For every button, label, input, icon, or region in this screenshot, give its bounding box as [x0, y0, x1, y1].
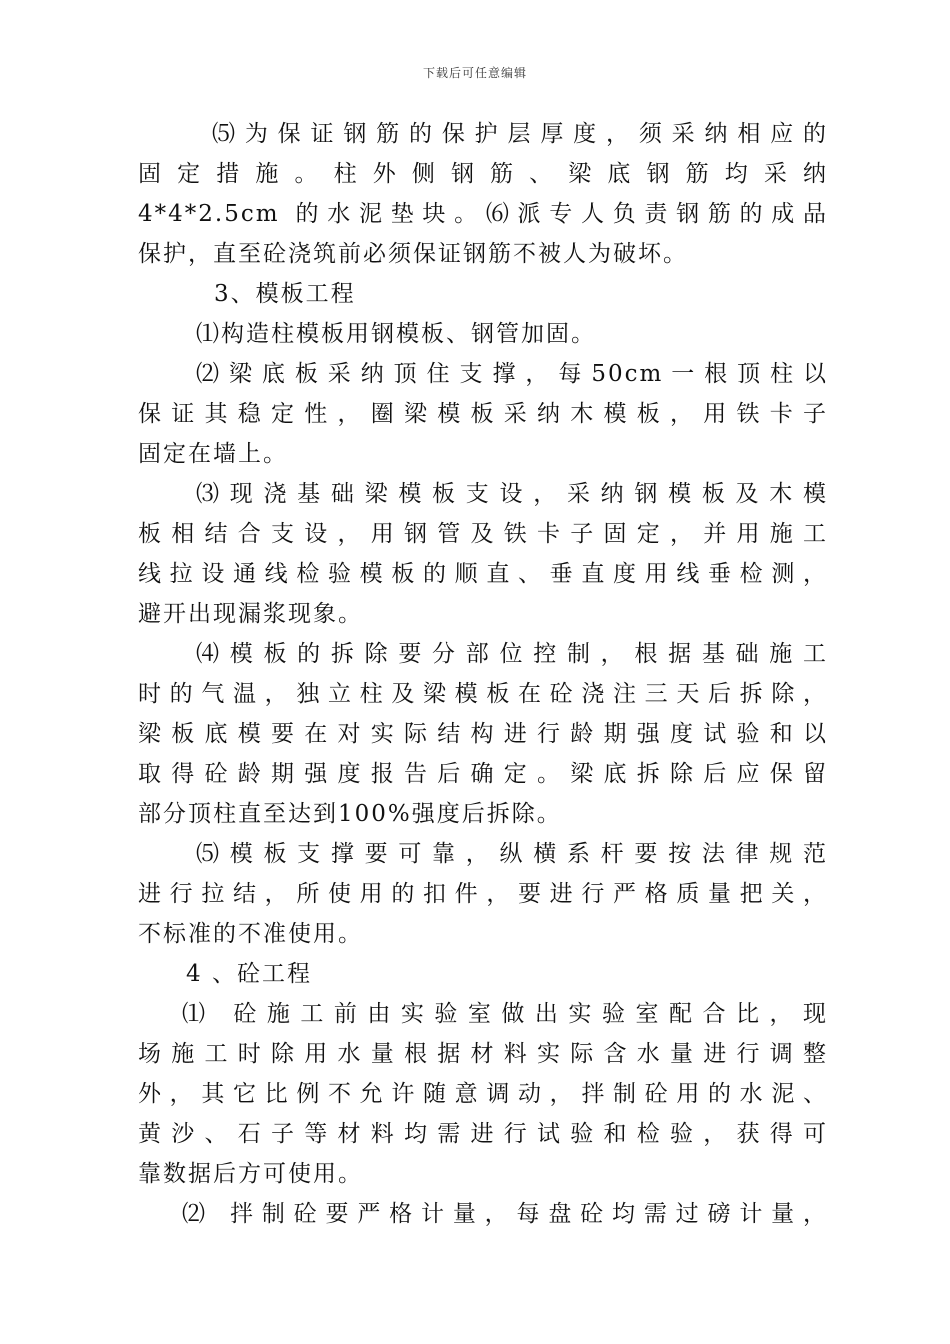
- text-line: ⑵梁底板采纳顶住支撑，每50cm一根顶柱以: [196, 361, 828, 387]
- document-body: [138, 114, 828, 1234]
- text-line: ⑷模板的拆除要分部位控制，根据基础施工: [196, 641, 828, 667]
- text-line: 黄沙、石子等材料均需进行试验和检验，获得可: [138, 1121, 828, 1147]
- text-line: 固定措施。柱外侧钢筋、梁底钢筋均采纳: [138, 161, 828, 187]
- page-header: 下载后可任意编辑: [422, 66, 527, 80]
- text-line: ⑸模板支撑要可靠，纵横系杆要按法律规范: [196, 841, 828, 867]
- text-line: 进行拉结，所使用的扣件，要进行严格质量把关，: [138, 881, 828, 907]
- text-line: 时的气温，独立柱及梁模板在砼浇注三天后拆除，: [138, 681, 828, 707]
- text-line: 固定在墙上。: [138, 441, 288, 467]
- text-line: ⑸为保证钢筋的保护层厚度，须采纳相应的: [212, 121, 828, 147]
- text-line: ⑴ 砼施工前由实验室做出实验室配合比，现: [182, 1001, 828, 1027]
- text-line: 梁板底模要在对实际结构进行龄期强度试验和以: [138, 721, 828, 747]
- text-line: 保证其稳定性，圈梁模板采纳木模板，用铁卡子: [138, 401, 828, 427]
- text-line: 取得砼龄期强度报告后确定。梁底拆除后应保留: [138, 761, 828, 787]
- text-line: 板相结合支设，用钢管及铁卡子固定，并用施工: [138, 521, 828, 547]
- text-line: 保护，直至砼浇筑前必须保证钢筋不被人为破坏。: [138, 241, 688, 267]
- section-heading: 3、模板工程: [214, 281, 356, 307]
- text-line: ⑶现浇基础梁模板支设，采纳钢模板及木模: [196, 481, 828, 507]
- text-line: ⑵ 拌制砼要严格计量，每盘砼均需过磅计量，: [182, 1201, 828, 1227]
- text-line: 场施工时除用水量根据材料实际含水量进行调整: [138, 1041, 828, 1067]
- text-line: ⑴构造柱模板用钢模板、钢管加固。: [196, 321, 596, 347]
- text-line: 避开出现漏浆现象。: [138, 601, 363, 627]
- text-line: 4*4*2.5cm 的水泥垫块。⑹派专人负责钢筋的成品: [138, 201, 828, 227]
- text-line: 部分顶柱直至达到100%强度后拆除。: [138, 801, 562, 827]
- text-line: 不标准的不准使用。: [138, 921, 363, 947]
- text-line: 线拉设通线检验模板的顺直、垂直度用线垂检测，: [138, 561, 828, 587]
- text-line: 外，其它比例不允许随意调动，拌制砼用的水泥、: [138, 1081, 828, 1107]
- text-line: 靠数据后方可使用。: [138, 1161, 363, 1187]
- section-heading: 4 、砼工程: [186, 961, 312, 987]
